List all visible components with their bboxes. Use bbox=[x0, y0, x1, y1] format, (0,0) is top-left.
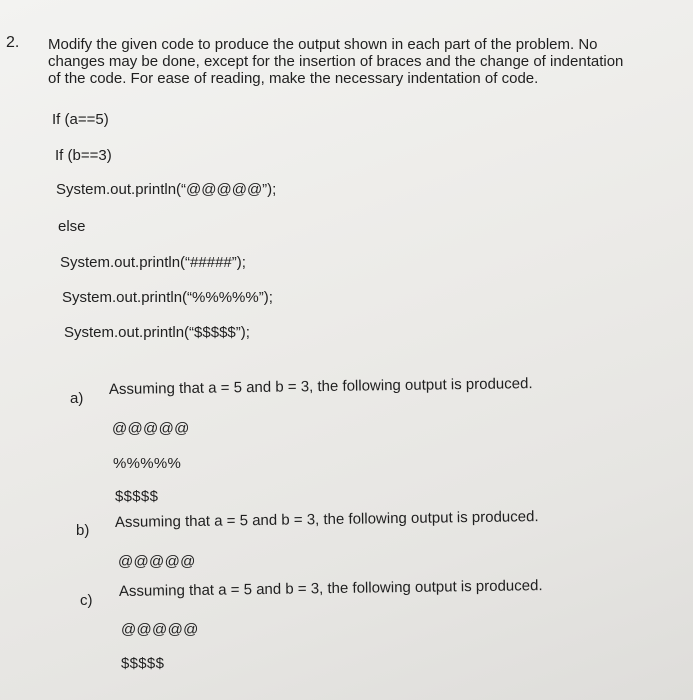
instruction-line: Modify the given code to produce the output shown in each part of the problem. No bbox=[48, 36, 598, 53]
part-b-label: b) bbox=[76, 522, 90, 539]
part-c-text: Assuming that a = 5 and b = 3, the following output is produced. bbox=[118, 577, 543, 600]
code-line: System.out.println(“@@@@@”); bbox=[56, 181, 277, 198]
code-line: else bbox=[58, 218, 86, 235]
part-a-output-line: %%%%% bbox=[113, 455, 182, 472]
instruction-line: changes may be done, except for the insertion of braces and the change of indentation bbox=[48, 53, 624, 70]
part-a-output-line: $$$$$ bbox=[115, 488, 159, 505]
part-a-output-line: @@@@@ bbox=[112, 420, 190, 437]
code-line: If (a==5) bbox=[52, 111, 109, 128]
part-b-text: Assuming that a = 5 and b = 3, the following output is produced. bbox=[114, 508, 539, 531]
instruction-line: of the code. For ease of reading, make the necessary indentation of code. bbox=[48, 70, 539, 87]
part-a-text: Assuming that a = 5 and b = 3, the following output is produced. bbox=[108, 375, 533, 398]
code-line: System.out.println(“#####”); bbox=[60, 254, 246, 271]
part-b-output-line: @@@@@ bbox=[118, 553, 196, 570]
question-instructions bbox=[48, 36, 668, 87]
question-number: 2. bbox=[6, 34, 20, 51]
part-a-label: a) bbox=[70, 390, 84, 407]
part-c-output-line: $$$$$ bbox=[121, 655, 165, 672]
part-c-label: c) bbox=[80, 592, 93, 609]
part-c-output-line: @@@@@ bbox=[121, 621, 199, 638]
code-line: If (b==3) bbox=[55, 147, 112, 164]
code-line: System.out.println(“%%%%%”); bbox=[62, 289, 273, 306]
code-line: System.out.println(“$$$$$”); bbox=[64, 324, 250, 341]
